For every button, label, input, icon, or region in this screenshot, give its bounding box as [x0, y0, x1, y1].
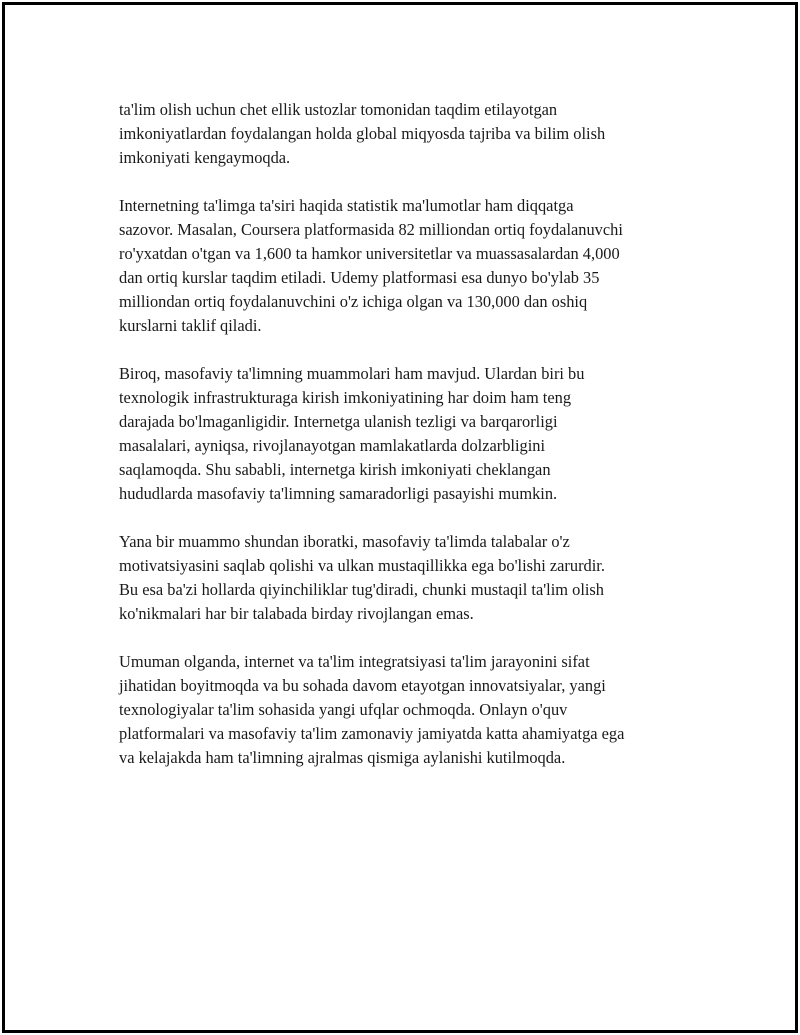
text-line: imkoniyati kengaymoqda. [119, 148, 291, 167]
text-line: Internetning ta'limga ta'siri haqida statistik ma'lumotlar ham diqqatga [119, 196, 574, 215]
text-line: Bu esa ba'zi hollarda qiyinchiliklar tug'diradi, chunki mustaqil ta'lim olish [119, 580, 605, 599]
text-line: dan ortiq kurslar taqdim etiladi. Udemy platformasi esa dunyo bo'ylab 35 [119, 268, 600, 287]
text-line: kurslarni taklif qiladi. [119, 316, 262, 335]
text-line: masalalari, ayniqsa, rivojlanayotgan mamlakatlarda dolzarbligini [119, 436, 546, 455]
text-line: texnologik infrastrukturaga kirish imkoniyatining har doim ham teng [119, 388, 572, 407]
paragraph-1 [119, 98, 709, 170]
text-line: saqlamoqda. Shu sababli, internetga kirish imkoniyati cheklangan [119, 460, 551, 479]
paragraph-5 [119, 650, 709, 770]
text-line: platformalari va masofaviy ta'lim zamonaviy jamiyatda katta ahamiyatga ega [119, 724, 625, 743]
paragraph-4 [119, 530, 709, 626]
text-line: hududlarda masofaviy ta'limning samaradorligi pasayishi mumkin. [119, 484, 558, 503]
text-line: milliondan ortiq foydalanuvchini o'z ichiga olgan va 130,000 dan oshiq [119, 292, 588, 311]
text-line: Yana bir muammo shundan iboratki, masofaviy ta'limda talabalar o'z [119, 532, 570, 551]
page-frame [2, 2, 798, 1033]
text-line: texnologiyalar ta'lim sohasida yangi ufqlar ochmoqda. Onlayn o'quv [119, 700, 568, 719]
text-line: va kelajakda ham ta'limning ajralmas qismiga aylanishi kutilmoqda. [119, 748, 566, 767]
text-line: imkoniyatlardan foydalangan holda global miqyosda tajriba va bilim olish [119, 124, 606, 143]
text-line: Biroq, masofaviy ta'limning muammolari ham mavjud. Ulardan biri bu [119, 364, 585, 383]
text-line: Umuman olganda, internet va ta'lim integratsiyasi ta'lim jarayonini sifat [119, 652, 590, 671]
text-line: darajada bo'lmaganligidir. Internetga ulanish tezligi va barqarorligi [119, 412, 558, 431]
text-line: motivatsiyasini saqlab qolishi va ulkan mustaqillikka ega bo'lishi zarurdir. [119, 556, 605, 575]
paragraph-3 [119, 362, 709, 506]
text-line: ro'yxatdan o'tgan va 1,600 ta hamkor universitetlar va muassasalardan 4,000 [119, 244, 620, 263]
text-line: jihatidan boyitmoqda va bu sohada davom etayotgan innovatsiyalar, yangi [119, 676, 606, 695]
paragraph-2 [119, 194, 709, 338]
text-line: sazovor. Masalan, Coursera platformasida 82 milliondan ortiq foydalanuvchi [119, 220, 623, 239]
text-line: ta'lim olish uchun chet ellik ustozlar tomonidan taqdim etilayotgan [119, 100, 558, 119]
text-line: ko'nikmalari har bir talabada birday rivojlangan emas. [119, 604, 474, 623]
page-content [119, 98, 709, 794]
